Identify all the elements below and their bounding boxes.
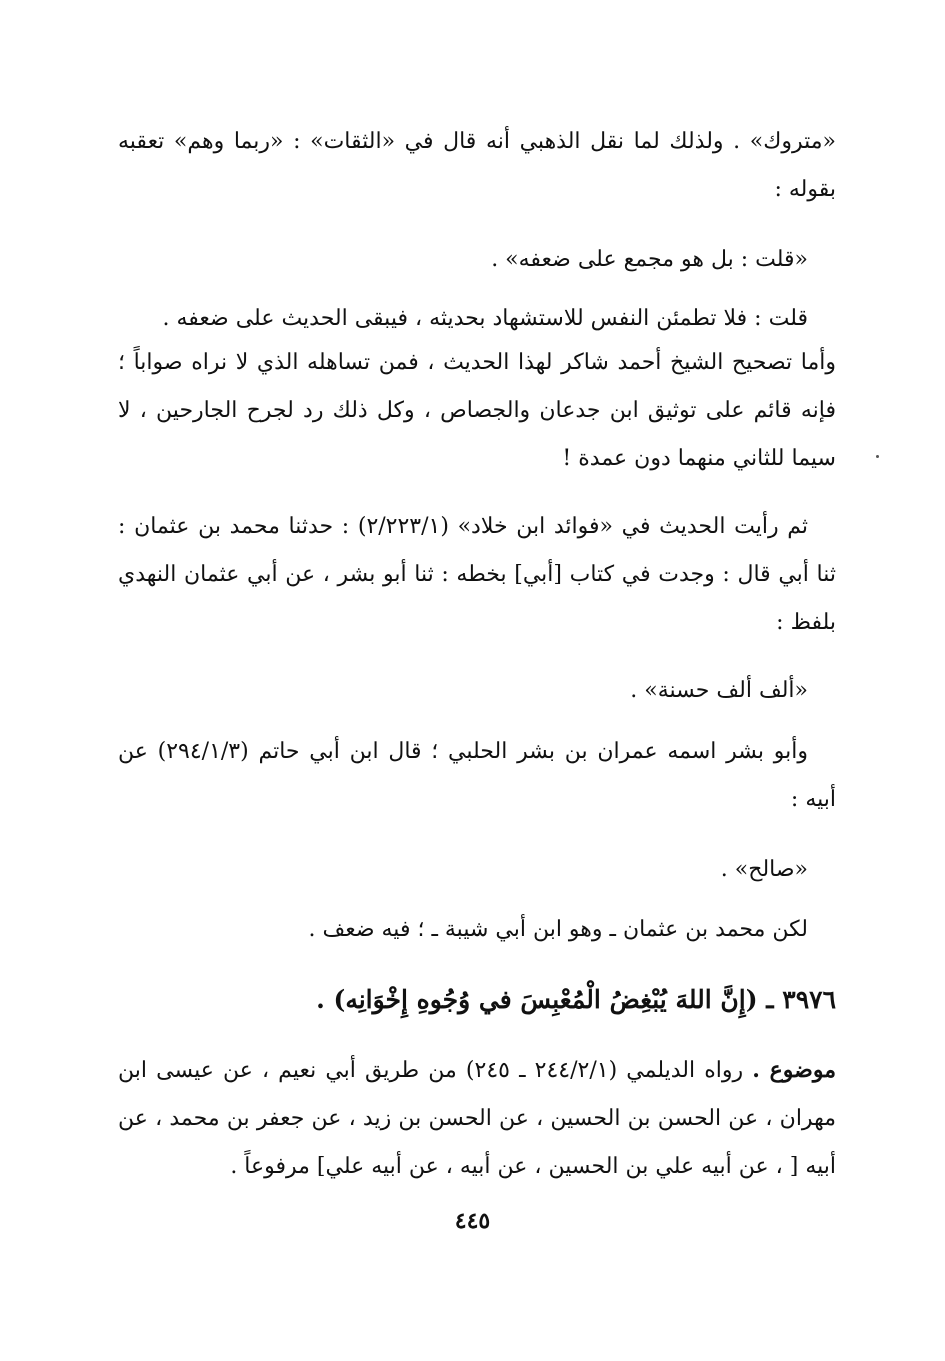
hadith-heading-3976: ٣٩٧٦ ـ (إِنَّ اللهَ يُبْغِضُ الْمُعْبِسَ في وُجُوهِ إِخْوَانِه) . [316,985,836,1014]
paragraph-salih: «صالح» . [720,857,808,882]
paragraph-fawaid-ibn-khallad: ثم رأيت الحديث في «فوائد ابن خلاد» (٢/٢٢٣/١) : حدثنا محمد بن عثمان : ثنا أبي قال : وجدت في كتاب [أبي] بخطه : ثنا أبو بشر ، عن أبي عثمان النهدي بلفظ : [118,514,836,635]
paragraph-quote-ijma: «قلت : بل هو مجمع على ضعفه» . [491,247,808,272]
ruling-mawdu: موضوع . [752,1057,837,1083]
scan-mark [876,455,879,458]
paragraph-tashih-shakir: وأما تصحيح الشيخ أحمد شاكر لهذا الحديث ، فمن تساهله الذي لا نراه صواباً ؛ فإنه قائم على توثيق ابن جدعان والجصاص ، وكل ذلك رد لجرح الجارحين ، لا سيما للثاني منهما دون عمدة ! [118,350,836,471]
page-number: ٤٤٥ [454,1208,491,1234]
paragraph-muhammad-ibn-uthman: لكن محمد بن عثمان ـ وهو ابن أبي شيبة ـ ؛ فيه ضعف . [308,917,808,942]
paragraph-mawdu [118,1046,836,1191]
paragraph-matruk: «متروك» . ولذلك لما نقل الذهبي أنه قال في «الثقات» : «ربما وهم» تعقبه بقوله : [118,129,836,202]
paragraph-abu-bishr: وأبو بشر اسمه عمران بن بشر الحلبي ؛ قال ابن أبي حاتم (٢٩٤/١/٣) عن أبيه : [118,739,836,812]
paragraph-mawdu-text: رواه الديلمي (٢٤٤/٢/١ ـ ٢٤٥) من طريق أبي نعيم ، عن عيسى ابن مهران ، عن الحسن بن الحسين ، عن الحسن بن زيد ، عن جعفر بن محمد ، عن أبيه [ ، عن أبيه علي بن الحسين ، عن أبيه ، عن أبيه علي] مرفوعاً . [118,1058,836,1179]
paragraph-alf-alf-hasana: «ألف ألف حسنة» . [630,678,808,703]
paragraph-la-tatmain: قلت : فلا تطمئن النفس للاستشهاد بحديثه ، فيبقى الحديث على ضعفه . [162,306,808,331]
